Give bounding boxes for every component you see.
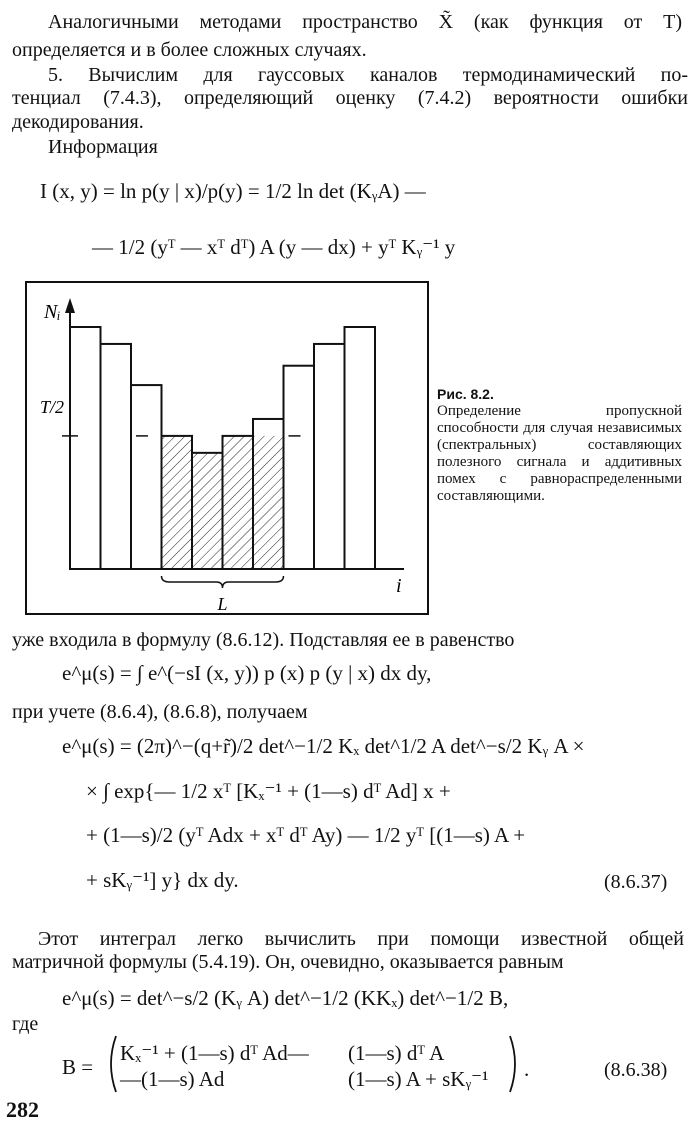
matrix-right-paren — [508, 1034, 522, 1094]
bar-hatch — [253, 436, 284, 569]
bar-hatch — [223, 436, 254, 569]
paragraph-3-line-1: Информация — [48, 136, 158, 158]
eq-8-6-37-line-3: + (1—s)/2 (yᵀ Adx + xᵀ dᵀ Ay) — 1/2 yᵀ [(1—s) A + — [86, 823, 526, 847]
matrix-B-r1c1: Kₓ⁻¹ + (1—s) dᵀ Ad— — [120, 1041, 309, 1065]
paragraph-7-line-1: где — [12, 1013, 39, 1035]
threshold-label: T/2 — [40, 397, 65, 417]
formula-result: e^μ(s) = det^−s/2 (Kᵧ A) det^−1/2 (KKₓ) det^−1/2 B, — [62, 986, 509, 1010]
matrix-period: . — [524, 1057, 530, 1081]
paragraph-6-line-1: Этот интеграл легко вычислить при помощи известной общей — [38, 928, 684, 950]
bar — [284, 366, 315, 569]
formula-information-line-2: — 1/2 (yᵀ — xᵀ dᵀ) A (y — dx) + yᵀ Kᵧ⁻¹ y — [92, 235, 456, 259]
y-axis-label: Nᵢ — [44, 301, 61, 323]
bar — [131, 385, 162, 569]
paragraph-2-line-1: 5. Вычислим для гауссовых каналов термодинамический по- — [48, 64, 688, 86]
eq-8-6-37-line-4: + sKᵧ⁻¹] y} dx dy. — [86, 868, 239, 892]
matrix-B-r1c2: (1—s) dᵀ A — [348, 1041, 445, 1065]
figure-8-2 — [24, 280, 430, 616]
bar — [70, 327, 101, 569]
eq-8-6-38-number: (8.6.38) — [604, 1059, 668, 1081]
paragraph-4-line-1: уже входила в формулу (8.6.12). Подставляя ее в равенство — [12, 629, 515, 651]
bar — [314, 344, 345, 569]
bar — [101, 344, 132, 569]
span-label: L — [217, 594, 228, 614]
paragraph-1-line-1: Аналогичными методами пространство X̃ (как функция от T) — [48, 11, 682, 33]
eq-8-6-37-line-2: × ∫ exp{— 1/2 xᵀ [Kₓ⁻¹ + (1—s) dᵀ Ad] x + — [86, 779, 451, 803]
figure-caption-title: Рис. 8.2. — [437, 386, 494, 402]
paragraph-5-line-1: при учете (8.6.4), (8.6.8), получаем — [12, 701, 308, 723]
bars-group — [62, 327, 375, 569]
matrix-B-lhs: B = — [62, 1055, 94, 1079]
x-axis-label: i — [396, 575, 402, 597]
matrix-B-r2c1: —(1—s) Ad — [120, 1067, 225, 1091]
formula-emu-definition: e^μ(s) = ∫ e^(−sI (x, y)) p (x) p (y | x) dx dy, — [62, 661, 432, 685]
figure-caption-body: Определение пропускной способности для случая независимых (спектральных) составляющих полезного сигнала и аддитивных помех с равнораспределенными составляющими. — [437, 403, 682, 504]
eq-8-6-37-line-1: e^μ(s) = (2π)^−(q+r̃)/2 det^−1/2 Kₓ det^1/2 A det^−s/2 Kᵧ A × — [62, 734, 585, 758]
eq-8-6-37-number: (8.6.37) — [604, 871, 668, 893]
bar-hatch — [192, 453, 223, 569]
bar — [345, 327, 376, 569]
y-axis-arrow — [65, 298, 75, 313]
page-number: 282 — [6, 1097, 39, 1122]
matrix-B-r2c2: (1—s) A + sKᵧ⁻¹ — [348, 1067, 489, 1091]
formula-information-line-1: I (x, y) = ln p(y | x)/p(y) = 1/2 ln det (KᵧA) — — [40, 179, 426, 203]
paragraph-1-line-2: определяется и в более сложных случаях. — [12, 39, 367, 61]
paragraph-2-line-3: декодирования. — [12, 111, 144, 133]
matrix-left-paren — [104, 1034, 118, 1094]
brace-path — [162, 576, 284, 588]
paragraph-6-line-2: матричной формулы (5.4.19). Он, очевидно, оказывается равным — [12, 951, 564, 973]
paragraph-2-line-2: тенциал (7.4.3), определяющий оценку (7.4.2) вероятности ошибки — [12, 87, 688, 109]
figure-caption — [437, 386, 682, 505]
span-brace — [162, 576, 284, 588]
bar-hatch — [162, 436, 193, 569]
